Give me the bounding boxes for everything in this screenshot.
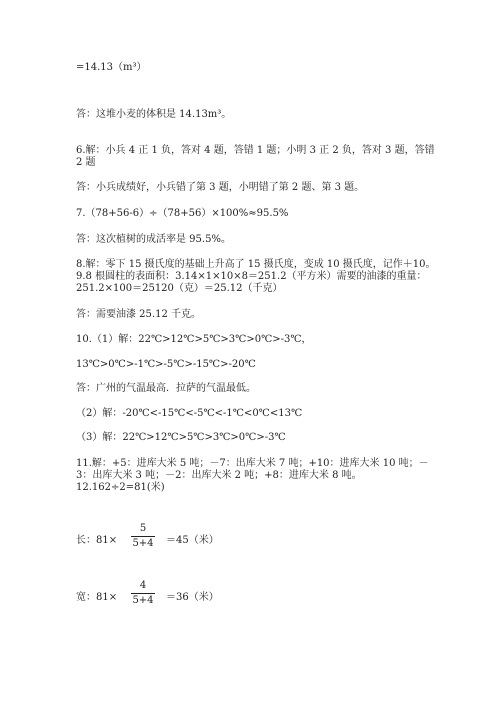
text-line: 答：广州的气温最高．拉萨的气温最低。 (76, 383, 256, 394)
text-line: （2）解：-20℃<-15℃<-5℃<-1℃<0℃<13℃ (76, 408, 303, 419)
text-line: （3）解：22℃>12℃>5℃>3℃>0℃>-3℃ (76, 432, 286, 443)
text-line: =14.13（m³） (76, 62, 147, 73)
formula-result: ＝45（米） (166, 535, 219, 546)
fraction (131, 580, 155, 607)
text-line: 9.8 根圆柱的表面积：3.14×1×10×8＝251.2（平方米）需要的油漆的重量： (76, 271, 427, 282)
fraction-bar (131, 536, 155, 537)
text-line: 13℃>0℃>-1℃>-5℃>-15℃>-20℃ (76, 359, 256, 370)
text-line: 12.162÷2=81(米) (76, 482, 165, 493)
text-line: 6.解：小兵 4 正 1 负，答对 4 题，答错 1 题；小明 3 正 2 负，答对 3 题，答错 (76, 145, 435, 156)
fraction-bar (131, 593, 155, 594)
formula-result: ＝36（米） (166, 592, 219, 603)
text-line: 10.（1）解：22℃>12℃>5℃>3℃>0℃>-3℃， (76, 334, 312, 345)
formula-prefix: 长：81× (76, 535, 118, 546)
fraction-numerator: 4 (139, 580, 147, 591)
text-line: 11.解：+5：进库大米 5 吨；－7：出库大米 7 吨；+10：进库大米 10 吨；－ (76, 458, 429, 469)
text-line: 答：小兵成绩好，小兵错了第 3 题，小明错了第 2 题、第 3 题。 (76, 182, 365, 193)
text-line: 答：这堆小麦的体积是 14.13m³。 (76, 109, 232, 120)
fraction-numerator: 5 (139, 523, 147, 534)
formula-prefix: 宽：81× (76, 592, 118, 603)
fraction (131, 523, 155, 550)
fraction-denominator: 5+4 (132, 595, 154, 606)
text-line: 2 题 (76, 157, 96, 168)
text-line: 7.（78+56-6）÷（78+56）×100%≈95.5% (76, 208, 289, 219)
text-line: 答：需要油漆 25.12 千克。 (76, 309, 201, 320)
text-line: 3：出库大米 3 吨；－2：出库大米 2 吨；+8：进库大米 8 吨。 (76, 470, 362, 481)
text-line: 8.解：零下 15 摄氏度的基础上升高了 15 摄氏度，变成 10 摄氏度，记作＋10。 (76, 259, 436, 270)
text-line: 251.2×100＝25120（克）＝25.12（千克） (76, 283, 283, 294)
text-line: 答：这次植树的成活率是 95.5%。 (76, 234, 231, 245)
fraction-denominator: 5+4 (132, 538, 154, 549)
